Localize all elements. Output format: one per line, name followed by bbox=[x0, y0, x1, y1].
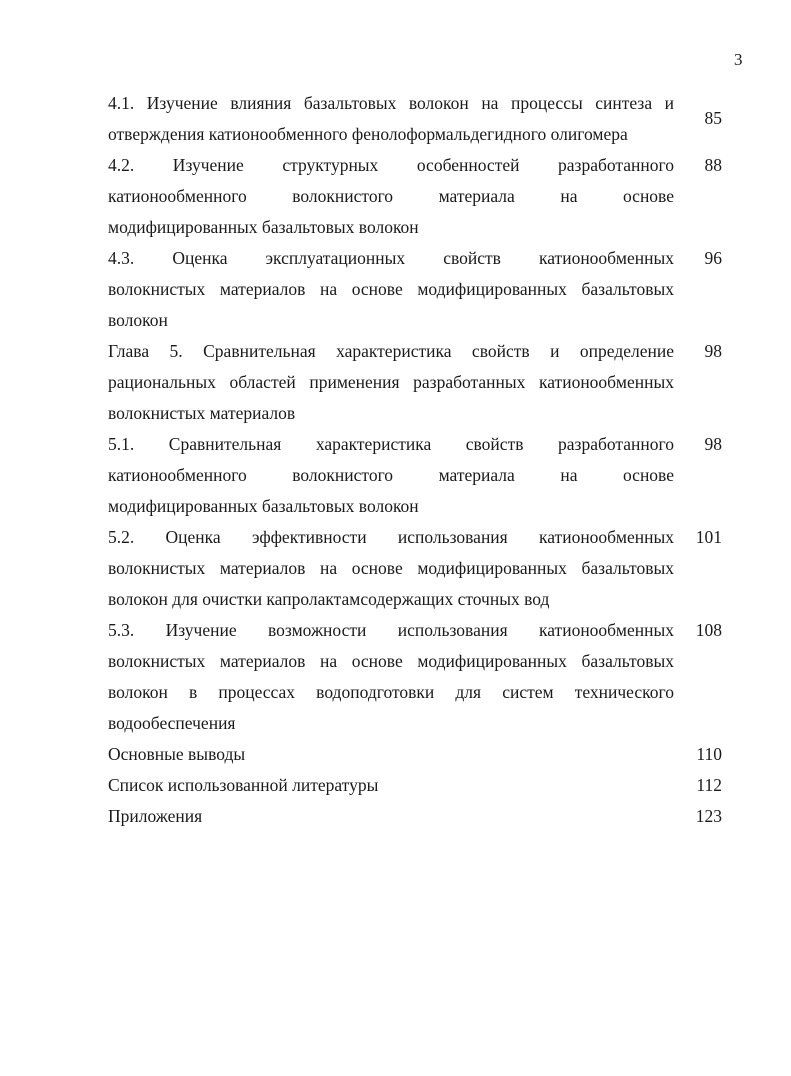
toc-page-number: 98 bbox=[704, 434, 722, 454]
toc-line: 4.3. Оценка эксплуатационных свойств катионообменных bbox=[108, 248, 674, 268]
toc-page-number: 110 bbox=[696, 744, 722, 764]
toc-line: волокнистых материалов на основе модифицированных базальтовых bbox=[108, 558, 674, 578]
toc-entry-title bbox=[108, 243, 674, 336]
toc-entry-title bbox=[108, 429, 674, 522]
toc-entry-appendices bbox=[108, 801, 722, 832]
toc-entry-title bbox=[108, 770, 674, 801]
toc-line: 5.3. Изучение возможности использования катионообменных bbox=[108, 620, 674, 640]
toc-line: катионообменного волокнистого материала на основе bbox=[108, 186, 674, 206]
toc-line: модифицированных базальтовых волокон bbox=[108, 496, 419, 516]
toc-entry-title bbox=[108, 615, 674, 739]
toc-page-number: 88 bbox=[704, 155, 722, 175]
toc-line: волокон в процессах водоподготовки для систем технического bbox=[108, 682, 674, 702]
toc-line: волокнистых материалов на основе модифицированных базальтовых bbox=[108, 279, 674, 299]
toc-line: 4.1. Изучение влияния базальтовых волокон на процессы синтеза и bbox=[108, 93, 674, 113]
toc-page-number: 101 bbox=[695, 527, 722, 547]
toc-line: волокнистых материалов bbox=[108, 403, 296, 423]
toc-line: 5.1. Сравнительная характеристика свойств разработанного bbox=[108, 434, 674, 454]
toc-page-number: 108 bbox=[695, 620, 722, 640]
toc-entry-chapter-5 bbox=[108, 336, 722, 429]
toc-entry-4-2 bbox=[108, 150, 722, 243]
toc-page-number: 96 bbox=[704, 248, 722, 268]
toc-entry-title bbox=[108, 739, 674, 770]
toc-page-number: 85 bbox=[704, 108, 722, 128]
toc-line: модифицированных базальтовых волокон bbox=[108, 217, 419, 237]
toc-entry-4-3 bbox=[108, 243, 722, 336]
toc-entry-title bbox=[108, 150, 674, 243]
toc-line: волокон bbox=[108, 310, 168, 330]
toc-entry-4-1 bbox=[108, 88, 722, 150]
toc-entry-title bbox=[108, 88, 674, 150]
toc-page-number: 112 bbox=[696, 775, 722, 795]
toc-entry-5-3 bbox=[108, 615, 722, 739]
toc-page-number: 98 bbox=[704, 341, 722, 361]
toc-entry-5-2 bbox=[108, 522, 722, 615]
toc-entry-title bbox=[108, 336, 674, 429]
toc-page-number: 123 bbox=[695, 806, 722, 826]
toc-line: водообеспечения bbox=[108, 713, 236, 733]
toc-entry-references bbox=[108, 770, 722, 801]
toc-line: волокон для очистки капролактамсодержащих сточных вод bbox=[108, 589, 550, 609]
toc-line: отверждения катионообменного фенолоформальдегидного олигомера bbox=[108, 124, 628, 144]
table-of-contents bbox=[108, 88, 722, 832]
toc-entry-title bbox=[108, 522, 674, 615]
toc-line: волокнистых материалов на основе модифицированных базальтовых bbox=[108, 651, 674, 671]
toc-line: 5.2. Оценка эффективности использования катионообменных bbox=[108, 527, 674, 547]
toc-line: Список использованной литературы bbox=[108, 775, 379, 795]
toc-entry-5-1 bbox=[108, 429, 722, 522]
toc-entry-conclusions bbox=[108, 739, 722, 770]
toc-line: Основные выводы bbox=[108, 744, 246, 764]
toc-line: рациональных областей применения разработанных катионообменных bbox=[108, 372, 674, 392]
toc-line: катионообменного волокнистого материала на основе bbox=[108, 465, 674, 485]
toc-line: Приложения bbox=[108, 806, 203, 826]
page-number: 3 bbox=[734, 50, 743, 69]
toc-line: Глава 5. Сравнительная характеристика свойств и определение bbox=[108, 341, 674, 361]
toc-entry-title bbox=[108, 801, 674, 832]
toc-line: 4.2. Изучение структурных особенностей разработанного bbox=[108, 155, 674, 175]
